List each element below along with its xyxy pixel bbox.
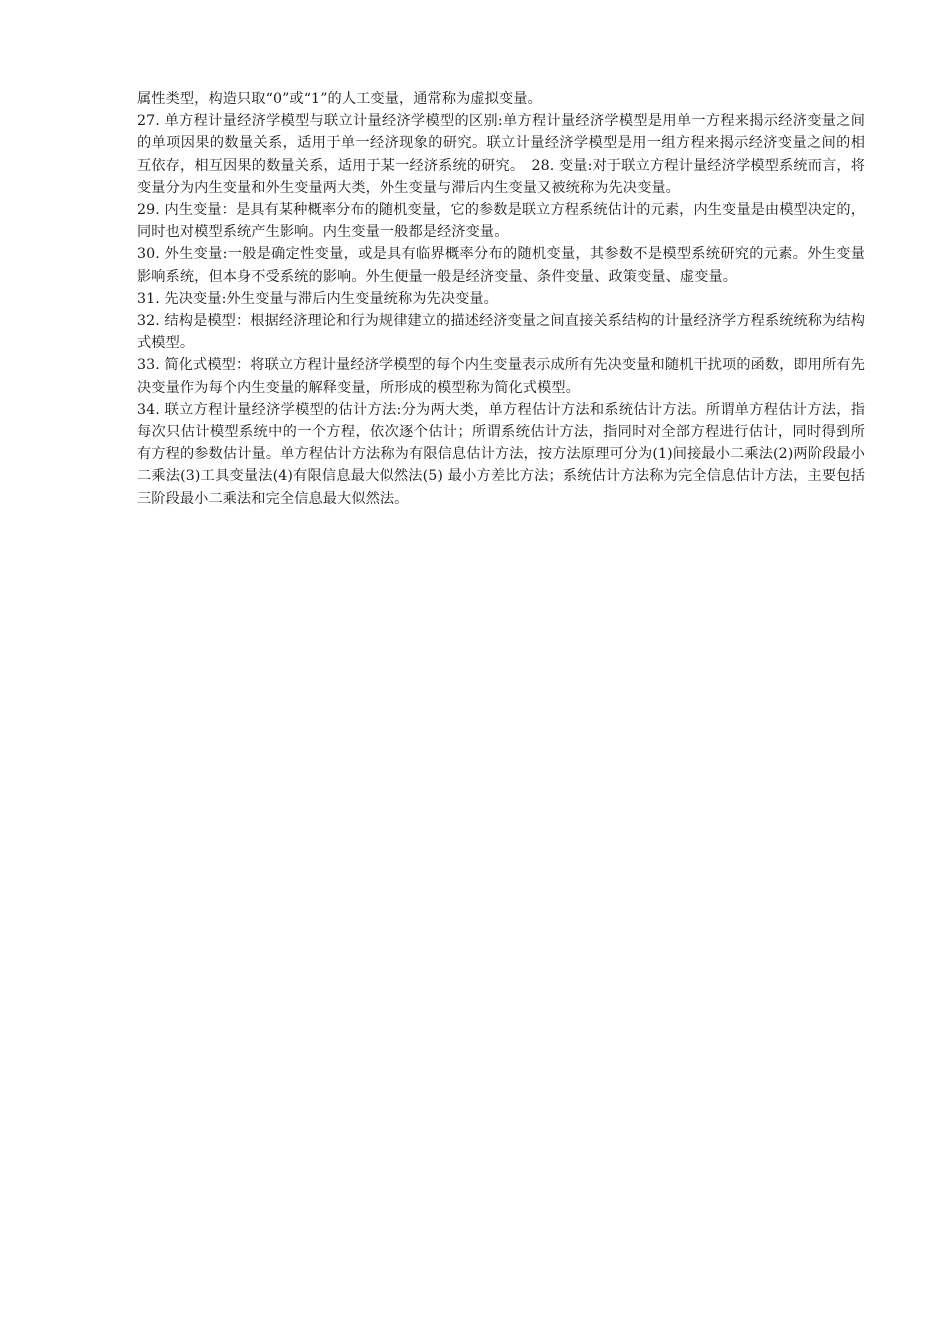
paragraph-30: 30. 外生变量:一般是确定性变量，或是具有临界概率分布的随机变量，其参数不是模型系统研究的元素。外生变量影响系统，但本身不受系统的影响。外生便量一般是经济变量、条件变量、政策变量、虚变量。 bbox=[137, 246, 865, 285]
paragraph-31: 31. 先决变量:外生变量与滞后内生变量统称为先决变量。 bbox=[137, 290, 498, 307]
paragraph-dummy-variable: 属性类型，构造只取“0”或“1”的人工变量，通常称为虚拟变量。 bbox=[137, 91, 542, 107]
document-page bbox=[137, 88, 865, 510]
paragraph-29: 29. 内生变量：是具有某种概率分布的随机变量，它的参数是联立方程系统估计的元素，内生变量是由模型决定的，同时也对模型系统产生影响。内生变量一般都是经济变量。 bbox=[137, 202, 865, 241]
paragraph-27-28: 27. 单方程计量经济学模型与联立计量经济学模型的区别:单方程计量经济学模型是用单一方程来揭示经济变量之间的单项因果的数量关系，适用于单一经济现象的研究。联立计量经济学模型是用一组方程来揭示经济变量之间的相互依存，相互因果的数量关系，适用于某一经济系统的研究。 28. 变量:对于联立方程计量经济学模型系统而言，将变量分为内生变量和外生变量两大类，外生变量与滞后内生变量又被统称为先决变量。 bbox=[137, 113, 865, 196]
paragraph-33: 33. 简化式模型：将联立方程计量经济学模型的每个内生变量表示成所有先决变量和随机干扰项的函数，即用所有先决变量作为每个内生变量的解释变量，所形成的模型称为简化式模型。 bbox=[137, 357, 865, 396]
paragraph-32: 32. 结构是模型：根据经济理论和行为规律建立的描述经济变量之间直接关系结构的计量经济学方程系统统称为结构式模型。 bbox=[137, 313, 865, 352]
paragraph-34: 34. 联立方程计量经济学模型的估计方法:分为两大类，单方程估计方法和系统估计方法。所谓单方程估计方法，指每次只估计模型系统中的一个方程，依次逐个估计；所谓系统估计方法，指同时对全部方程进行估计，同时得到所有方程的参数估计量。单方程估计方法称为有限信息估计方法，按方法原理可分为(1)间接最小二乘法(2)两阶段最小二乘法(3)工具变量法(4)有限信息最大似然法(5) 最小方差比方法；系统估计方法称为完全信息估计方法，主要包括三阶段最小二乘法和完全信息最大似然法。 bbox=[137, 401, 865, 507]
